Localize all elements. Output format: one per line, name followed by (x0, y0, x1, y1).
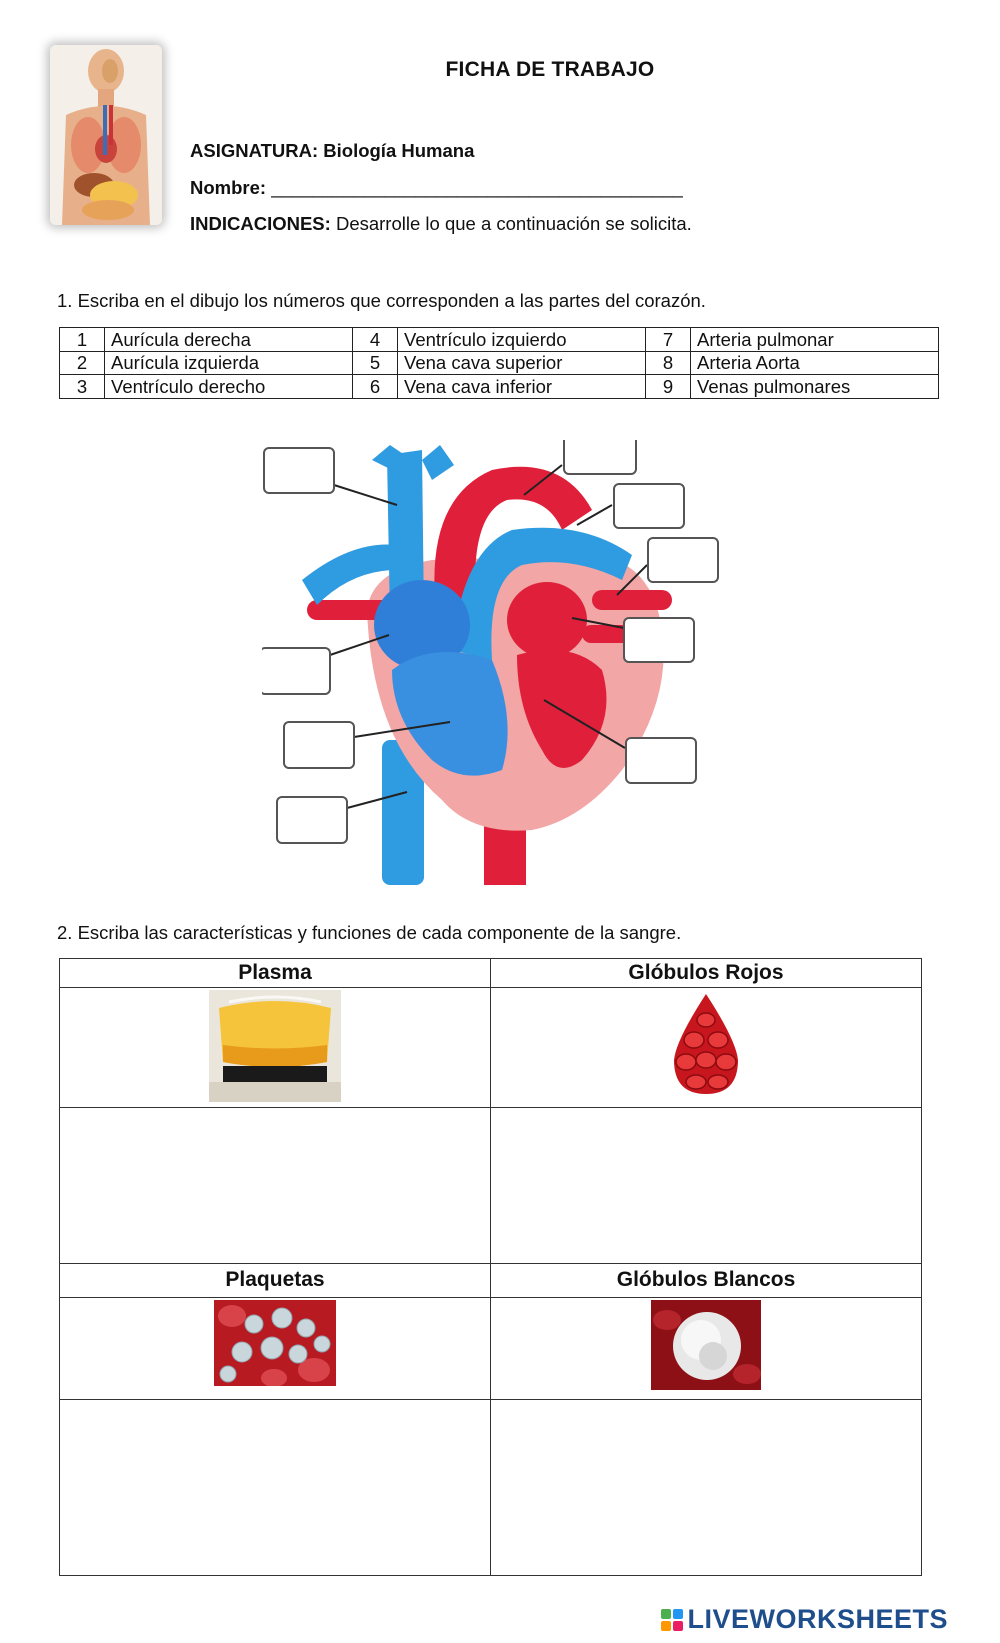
part-number: 4 (353, 328, 398, 352)
part-label: Aurícula izquierda (105, 351, 353, 375)
blood-components-table (59, 958, 922, 1576)
white-cells-image-cell (491, 1298, 922, 1400)
heart-parts-table (59, 327, 939, 399)
part-number: 6 (353, 375, 398, 399)
red-cells-heading: Glóbulos Rojos (491, 959, 922, 988)
leader-line (334, 485, 397, 505)
answer-box-1[interactable] (264, 448, 334, 493)
part-label: Vena cava superior (398, 351, 646, 375)
part-label: Aurícula derecha (105, 328, 353, 352)
part-number: 3 (60, 375, 105, 399)
answer-box-8[interactable] (626, 738, 696, 783)
indications-label: INDICACIONES: (190, 213, 331, 234)
part-label: Vena cava inferior (398, 375, 646, 399)
table-row (60, 1264, 922, 1298)
indications-line (190, 213, 692, 235)
table-row (60, 375, 939, 399)
white-blood-cell-image (651, 1300, 761, 1390)
answer-box-6[interactable] (262, 648, 330, 694)
red-blood-cells-image (666, 990, 746, 1098)
answer-box-4[interactable] (648, 538, 718, 582)
part-number: 5 (353, 351, 398, 375)
table-row (60, 988, 922, 1108)
part-number: 8 (646, 351, 691, 375)
plasma-bag-image (209, 990, 341, 1102)
part-label: Arteria pulmonar (691, 328, 939, 352)
heart-diagram (262, 440, 762, 885)
red-cells-image-cell (491, 988, 922, 1108)
platelets-image-cell (60, 1298, 491, 1400)
part-label: Arteria Aorta (691, 351, 939, 375)
answer-box-5[interactable] (624, 618, 694, 662)
answer-box-3[interactable] (614, 484, 684, 528)
table-row (60, 328, 939, 352)
subject-label: ASIGNATURA: (190, 140, 319, 161)
white-cells-answer-area[interactable] (491, 1400, 922, 1576)
table-row (60, 1400, 922, 1576)
subject-line (190, 140, 474, 162)
platelets-heading: Plaquetas (60, 1264, 491, 1298)
table-row (60, 959, 922, 988)
answer-box-2[interactable] (564, 440, 636, 474)
subject-value: Biología Humana (323, 140, 475, 161)
table-row (60, 1298, 922, 1400)
platelets-image (214, 1300, 336, 1386)
left-atrium (507, 582, 587, 658)
pulmonary-vein-upper (592, 590, 672, 610)
logo-grid-icon (661, 1609, 683, 1631)
logo-text: LIVEWORKSHEETS (687, 1604, 948, 1634)
table-row (60, 351, 939, 375)
part-label: Ventrículo derecho (105, 375, 353, 399)
plasma-answer-area[interactable] (60, 1108, 491, 1264)
red-cells-answer-area[interactable] (491, 1108, 922, 1264)
plasma-heading: Plasma (60, 959, 491, 988)
platelets-answer-area[interactable] (60, 1400, 491, 1576)
indications-text: Desarrolle lo que a continuación se solicita. (335, 213, 692, 234)
plasma-image-cell (60, 988, 491, 1108)
part-number: 2 (60, 351, 105, 375)
page-title: FICHA DE TRABAJO (445, 58, 655, 81)
question-1-text: 1. Escriba en el dibujo los números que corresponden a las partes del corazón. (57, 290, 706, 311)
name-field[interactable]: ________________________________________ (271, 177, 683, 198)
vena-cava-branch (422, 445, 454, 480)
liveworksheets-logo (661, 1604, 948, 1635)
question-2-text: 2. Escriba las características y funciones de cada componente de la sangre. (57, 922, 682, 943)
table-row (60, 1108, 922, 1264)
part-number: 9 (646, 375, 691, 399)
white-cells-heading: Glóbulos Blancos (491, 1264, 922, 1298)
answer-box-7[interactable] (284, 722, 354, 768)
name-line (190, 177, 683, 199)
name-label: Nombre: (190, 177, 267, 198)
part-number: 7 (646, 328, 691, 352)
part-label: Ventrículo izquierdo (398, 328, 646, 352)
answer-box-9[interactable] (277, 797, 347, 843)
part-number: 1 (60, 328, 105, 352)
part-label: Venas pulmonares (691, 375, 939, 399)
